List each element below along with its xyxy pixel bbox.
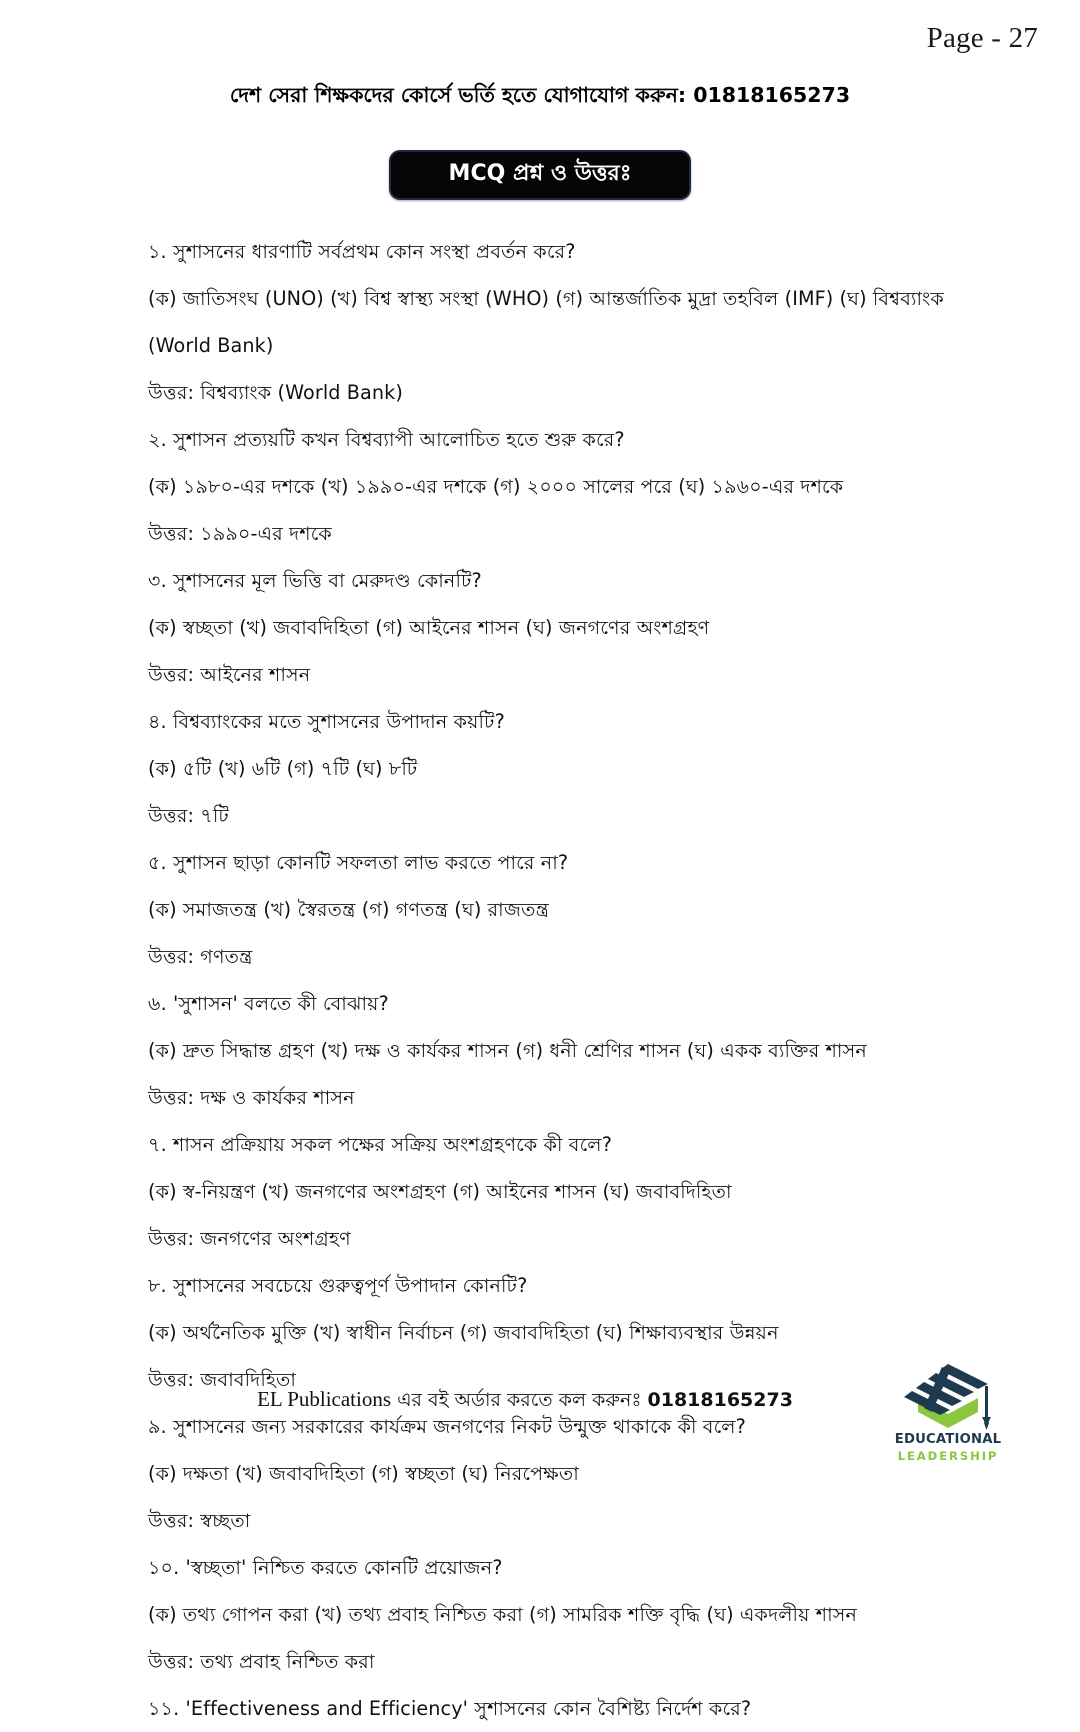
question-line: ৪. বিশ্বব্যাংকের মতে সুশাসনের উপাদান কয়টি? xyxy=(148,710,505,733)
logo-name-line2: LEADERSHIP xyxy=(897,1448,999,1463)
option-line: (ক) দ্রুত সিদ্ধান্ত গ্রহণ (খ) দক্ষ ও কার্যকর শাসন (গ) ধনী শ্রেণির শাসন (ঘ) একক ব্যক্তির শাসন xyxy=(148,1039,867,1062)
option-line: (ক) দক্ষতা (খ) জবাবদিহিতা (গ) স্বচ্ছতা (ঘ) নিরপেক্ষতা xyxy=(148,1462,579,1485)
answer-line: উত্তর: জবাবদিহিতা xyxy=(148,1368,297,1391)
answer-line: উত্তর: আইনের শাসন xyxy=(148,663,311,686)
question-line: ৮. সুশাসনের সবচেয়ে গুরুত্বপূর্ণ উপাদান কোনটি? xyxy=(148,1274,528,1297)
question-line: ১. সুশাসনের ধারণাটি সর্বপ্রথম কোন সংস্থা প্রবর্তন করে? xyxy=(148,240,576,263)
option-line: (ক) তথ্য গোপন করা (খ) তথ্য প্রবাহ নিশ্চিত করা (গ) সামরিক শক্তি বৃদ্ধি (ঘ) একদলীয় শাসন xyxy=(148,1603,858,1626)
question-line: ১১. 'Effectiveness and Efficiency' সুশাসনের কোন বৈশিষ্ট্য নির্দেশ করে? xyxy=(148,1697,752,1720)
answer-line: উত্তর: ৭টি xyxy=(148,804,229,827)
promo-banner: দেশ সেরা শিক্ষকদের কোর্সে ভর্তি হতে যোগাযোগ করুন: 01818165273 xyxy=(229,83,851,107)
answer-line: উত্তর: বিশ্বব্যাংক (World Bank) xyxy=(148,381,403,404)
option-line: (ক) অর্থনৈতিক মুক্তি (খ) স্বাধীন নির্বাচন (গ) জবাবদিহিতা (ঘ) শিক্ষাব্যবস্থার উন্নয়ন xyxy=(148,1321,779,1344)
question-line: ৯. সুশাসনের জন্য সরকারের কার্যক্রম জনগণের নিকট উন্মুক্ত থাকাকে কী বলে? xyxy=(148,1415,746,1438)
logo-name-line1: EDUCATIONAL xyxy=(894,1432,1002,1447)
option-line: (ক) স্ব-নিয়ন্ত্রণ (খ) জনগণের অংশগ্রহণ (গ) আইনের শাসন (ঘ) জবাবদিহিতা xyxy=(148,1180,732,1203)
answer-line: উত্তর: জনগণের অংশগ্রহণ xyxy=(148,1227,351,1250)
option-line: (ক) ৫টি (খ) ৬টি (গ) ৭টি (ঘ) ৮টি xyxy=(148,757,418,780)
order-instruction: এর বই অর্ডার করতে কল করুনঃ xyxy=(391,1389,648,1411)
question-line: ৭. শাসন প্রক্রিয়ায় সকল পক্ষের সক্রিয় অংশগ্রহণকে কী বলে? xyxy=(148,1133,612,1156)
option-line: (ক) জাতিসংঘ (UNO) (খ) বিশ্ব স্বাস্থ্য সংস্থা (WHO) (গ) আন্তর্জাতিক মুদ্রা তহবিল (IMF) (ঘ) বিশ্বব্যাংক (World Bank) xyxy=(148,287,944,357)
question-line: ২. সুশাসন প্রত্যয়টি কখন বিশ্বব্যাপী আলোচিত হতে শুরু করে? xyxy=(148,428,625,451)
page-number: Page - 27 xyxy=(926,22,1038,54)
graduation-cap-e-icon xyxy=(896,1360,1000,1432)
question-line: ৫. সুশাসন ছাড়া কোনটি সফলতা লাভ করতে পারে না? xyxy=(148,851,569,874)
answer-line: উত্তর: তথ্য প্রবাহ নিশ্চিত করা xyxy=(148,1650,375,1673)
option-line: (ক) স্বচ্ছতা (খ) জবাবদিহিতা (গ) আইনের শাসন (ঘ) জনগণের অংশগ্রহণ xyxy=(148,616,710,639)
mcq-badge-container xyxy=(0,150,1080,200)
question-line: ৬. 'সুশাসন' বলতে কী বোঝায়? xyxy=(148,992,389,1015)
question-line: ৩. সুশাসনের মূল ভিত্তি বা মেরুদণ্ড কোনটি? xyxy=(148,569,482,592)
option-line: (ক) ১৯৮০-এর দশকে (খ) ১৯৯০-এর দশকে (গ) ২০০০ সালের পরে (ঘ) ১৯৬০-এর দশকে xyxy=(148,475,844,498)
option-line: (ক) সমাজতন্ত্র (খ) স্বৈরতন্ত্র (গ) গণতন্ত্র (ঘ) রাজতন্ত্র xyxy=(148,898,550,921)
publisher-name: EL Publications xyxy=(257,1387,392,1411)
logo-wordmark xyxy=(888,1432,1008,1463)
mcq-section-badge: MCQ প্রশ্ন ও উত্তরঃ xyxy=(389,150,692,200)
answer-line: উত্তর: স্বচ্ছতা xyxy=(148,1509,251,1532)
educational-leadership-logo xyxy=(888,1360,1008,1478)
answer-line: উত্তর: গণতন্ত্র xyxy=(148,945,253,968)
footer-phone-number: 01818165273 xyxy=(647,1389,793,1411)
question-line: ১০. 'স্বচ্ছতা' নিশ্চিত করতে কোনটি প্রয়োজন? xyxy=(148,1556,503,1579)
page-footer xyxy=(0,1368,1080,1488)
mcq-content xyxy=(148,228,960,1732)
answer-line: উত্তর: দক্ষ ও কার্যকর শাসন xyxy=(148,1086,355,1109)
answer-line: উত্তর: ১৯৯০-এর দশকে xyxy=(148,522,332,545)
